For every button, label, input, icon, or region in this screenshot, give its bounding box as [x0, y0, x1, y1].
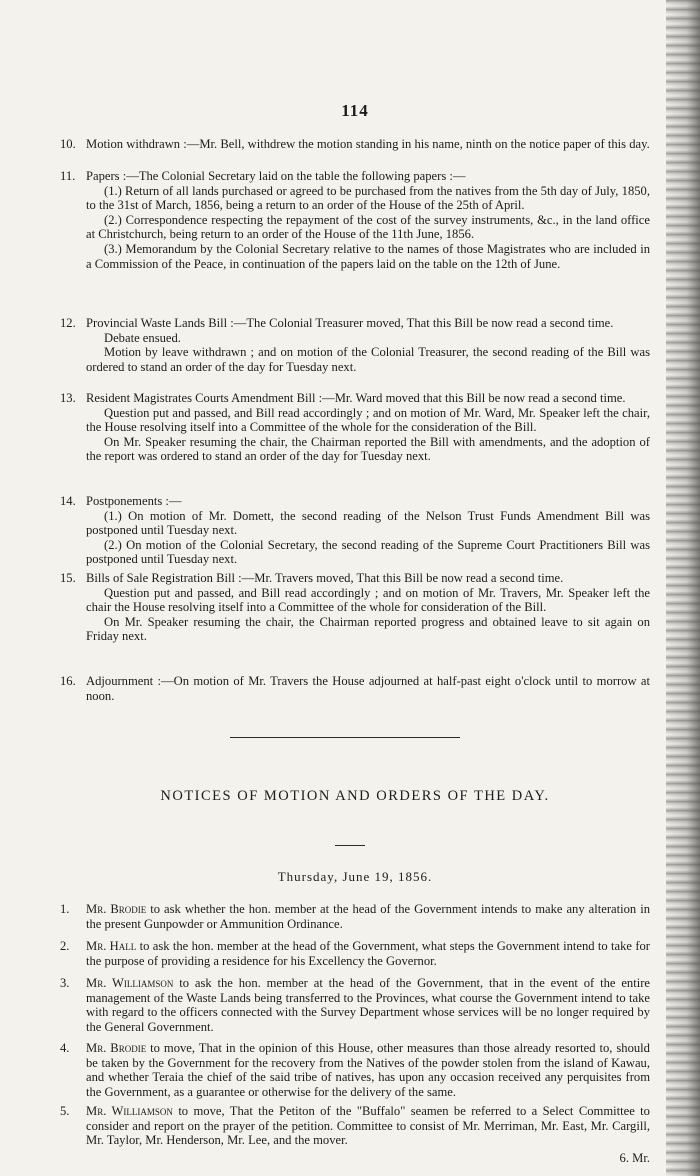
notice-number: 3.: [60, 976, 70, 990]
section-divider: [230, 737, 460, 738]
minute-item-11: [60, 169, 650, 271]
notice-number: 1.: [60, 902, 70, 916]
minute-item-12: [60, 316, 650, 374]
member-name: Mr. Brodie: [86, 902, 147, 916]
minute-item-15: [60, 571, 650, 644]
item-number: 13.: [60, 391, 76, 405]
item-subparagraph: Motion by leave withdrawn ; and on motion of the Colonial Treasurer, the second reading of the Bill was ordered to stand an order of the day for Tuesday next.: [86, 345, 650, 374]
member-name: Mr. Williamson: [86, 1104, 173, 1118]
minute-item-14: [60, 494, 650, 567]
notice-number: 2.: [60, 939, 70, 953]
notice-item-4: [60, 1041, 650, 1099]
item-number: 16.: [60, 674, 76, 688]
notice-text: to ask the hon. member at the head of the Government, that in the event of the entire management of the Waste Lands being transferred to the Provinces, what course the Government intend to take with regard to the officers connected with the Survey Department whose services will be no longer required by the General Government.: [86, 976, 650, 1034]
item-text: Adjournment :—On motion of Mr. Travers the House adjourned at half-past eight o'clock until to morrow at noon.: [86, 674, 650, 703]
notice-text: to move, That in the opinion of this House, other measures than those already resorted to, should be taken by the Government for the recovery from the Natives of the powder stolen from the island of Kawau, and whether Teraia the chief of the said tribe of natives, has upon any occasion received any perquisites from the Government, as a guarantee or otherwise for the delivery of the same.: [86, 1041, 650, 1099]
page-number: 114: [341, 101, 369, 120]
member-name: Mr. Williamson: [86, 976, 174, 990]
item-number: 14.: [60, 494, 76, 508]
item-text: Provincial Waste Lands Bill :—The Colonial Treasurer moved, That this Bill be now read a second time.: [86, 316, 614, 330]
notice-item-3: [60, 976, 650, 1034]
member-name: Mr. Hall: [86, 939, 137, 953]
item-subparagraph: Question put and passed, and Bill read accordingly ; and on motion of Mr. Travers, Mr. Speaker left the chair the House resolving itself into a Committee of the whole for consideration of the Bill.: [86, 585, 650, 615]
item-number: 10.: [60, 137, 76, 151]
scanned-page-edge: [666, 0, 700, 1176]
item-subparagraph: Question put and passed, and Bill read accordingly ; and on motion of Mr. Ward, Mr. Speaker left the chair, the House resolving itself into a Committee of the whole for the consideration of the Bill.: [86, 405, 650, 435]
item-subparagraph: (2.) Correspondence respecting the repayment of the cost of the survey instruments, &c., in the land office at Christchurch, being return to an order of the House of the 11th June, 1856.: [86, 212, 650, 242]
item-number: 15.: [60, 571, 76, 585]
notices-heading: NOTICES OF MOTION AND ORDERS OF THE DAY.: [160, 788, 550, 804]
item-text: Papers :—The Colonial Secretary laid on the table the following papers :—: [86, 169, 466, 183]
item-subparagraph: (1.) On motion of Mr. Domett, the second reading of the Nelson Trust Funds Amendment Bill was postponed until Tuesday next.: [86, 508, 650, 538]
item-text: Bills of Sale Registration Bill :—Mr. Travers moved, That this Bill be now read a second time.: [86, 571, 564, 585]
notice-text: to move, That the Petiton of the "Buffalo" seamen be referred to a Select Committee to consider and report on the prayer of the petition. Committee to consist of Mr. Merriman, Mr. East, Mr. Cargill, Mr. Taylor, Mr. Henderson, Mr. Lee, and the mover.: [86, 1104, 650, 1148]
item-subparagraph: Debate ensued.: [104, 330, 181, 345]
notices-date: Thursday, June 19, 1856.: [277, 869, 433, 884]
minute-item-10: [60, 137, 650, 152]
item-subparagraph: (1.) Return of all lands purchased or agreed to be purchased from the natives from the 5th day of July, 1850, to the 31st of March, 1856, being a return to an order of the House of the 25th of April.: [86, 183, 650, 213]
item-subparagraph: On Mr. Speaker resuming the chair, the Chairman reported the Bill with amendments, and the adoption of the report was ordered to stand an order of the day for Tuesday next.: [86, 434, 650, 464]
minute-item-13: [60, 391, 650, 464]
minute-item-16: [60, 674, 650, 703]
notice-number: 4.: [60, 1041, 70, 1055]
item-subparagraph: (2.) On motion of the Colonial Secretary, the second reading of the Supreme Court Practitioners Bill was postponed until Tuesday next.: [86, 537, 650, 567]
item-text: Resident Magistrates Courts Amendment Bill :—Mr. Ward moved that this Bill be now read a second time.: [86, 391, 626, 405]
item-text: Postponements :—: [86, 494, 182, 508]
notice-item-5: [60, 1104, 650, 1148]
item-text: Motion withdrawn :—Mr. Bell, withdrew the motion standing in his name, ninth on the notice paper of this day.: [86, 137, 650, 151]
notice-number: 5.: [60, 1104, 70, 1118]
item-subparagraph: (3.) Memorandum by the Colonial Secretary relative to the names of those Magistrates who are included in a Commission of the Peace, in continuation of the papers laid on the table on the 12th of June.: [86, 241, 650, 271]
notice-item-1: [60, 902, 650, 931]
member-name: Mr. Brodie: [86, 1041, 147, 1055]
item-number: 12.: [60, 316, 76, 330]
notice-text: to ask the hon. member at the head of the Government, what steps the Government intend to take for the purpose of providing a residence for his Excellency the Governor.: [86, 939, 651, 968]
catchword: 6. Mr.: [619, 1151, 650, 1165]
notice-text: to ask whether the hon. member at the head of the Government intends to make any alteration in the present Gunpowder or Ammunition Ordinance.: [86, 902, 650, 931]
item-subparagraph: On Mr. Speaker resuming the chair, the Chairman reported progress and obtained leave to sit again on Friday next.: [86, 614, 650, 644]
short-divider: [335, 845, 365, 846]
item-number: 11.: [60, 169, 76, 183]
notice-item-2: [60, 939, 650, 968]
